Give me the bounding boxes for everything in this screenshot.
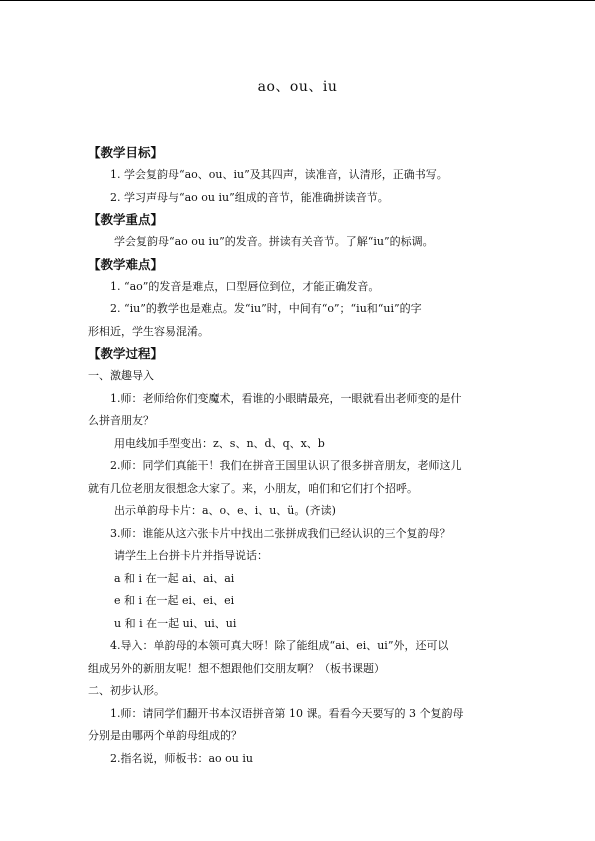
step-3-line-1: 3.师：谁能从这六张卡片中找出二张拼成我们已经认识的三个复韵母？ xyxy=(110,526,451,540)
step-1-line-1: 1.师：老师给你们变魔术，看谁的小眼睛最亮，一眼就看出老师变的是什 xyxy=(110,391,462,405)
lesson-body xyxy=(88,142,528,770)
goals-heading: 【教学目标】 xyxy=(88,145,164,160)
goal-item-2: 2. 学习声母与“ao ou iu”组成的音节，能准确拼读音节。 xyxy=(110,190,389,204)
step-3-line-2: 请学生上台拼卡片并指导说话： xyxy=(114,549,268,562)
step-4-line-2: 组成另外的新朋友呢！想不想跟他们交朋友啊？（板书课题） xyxy=(88,661,385,675)
page-title: ao、ou、iu xyxy=(257,79,338,95)
step-3-line-5: u 和 i 在一起 ui、ui、ui xyxy=(114,616,237,630)
goal-item-1: 1. 学会复韵母“ao、ou、iu”及其四声，读准音，认清形，正确书写。 xyxy=(110,168,448,181)
difficulty-item-2-line-2: 形相近，学生容易混淆。 xyxy=(88,324,209,338)
step-1-line-3: 用电线加手型变出：z、s、n、d、q、x、b xyxy=(114,436,325,450)
step-6-line-1: 2.指名说，师板书：ao ou iu xyxy=(110,751,253,765)
part-1-title: 一、激趣导入 xyxy=(88,369,154,382)
focus-heading: 【教学重点】 xyxy=(88,212,164,227)
process-heading: 【教学过程】 xyxy=(88,346,164,361)
difficulty-item-1: 1. “ao”的发音是难点，口型唇位到位，才能正确发音。 xyxy=(110,279,380,293)
difficulty-heading: 【教学难点】 xyxy=(88,256,164,272)
step-1-line-2: 么拼音朋友？ xyxy=(88,414,154,427)
top-rule xyxy=(0,0,595,1)
part-2-title: 二、初步认形。 xyxy=(88,684,165,697)
focus-item-1: 学会复韵母“ao ou iu”的发音。拼读有关音节。了解“iu”的标调。 xyxy=(114,235,434,248)
step-3-line-4: e 和 i 在一起 ei、ei、ei xyxy=(114,594,235,607)
step-2-line-3: 出示单韵母卡片：a、o、e、i、u、ü。(齐读) xyxy=(114,504,336,517)
step-3-line-3: a 和 i 在一起 ai、ai、ai xyxy=(114,571,235,585)
step-4-line-1: 4.导入：单韵母的本领可真大呀！除了能组成“ai、ei、ui”外，还可以 xyxy=(110,639,449,652)
step-2-line-2: 就有几位老朋友很想念大家了。来，小朋友，咱们和它们打个招呼。 xyxy=(88,481,418,495)
step-5-line-1: 1.师：请同学们翻开书本汉语拼音第 10 课。看看今天要写的 3 个复韵母 xyxy=(110,706,464,720)
step-2-line-1: 2.师：同学们真能干！我们在拼音王国里认识了很多拼音朋友，老师这儿 xyxy=(110,459,462,472)
step-5-line-2: 分别是由哪两个单韵母组成的？ xyxy=(88,729,242,742)
difficulty-item-2-line-1: 2. “iu”的教学也是难点。发“iu”时，中间有“o”；“iu和“ui”的字 xyxy=(110,302,422,315)
